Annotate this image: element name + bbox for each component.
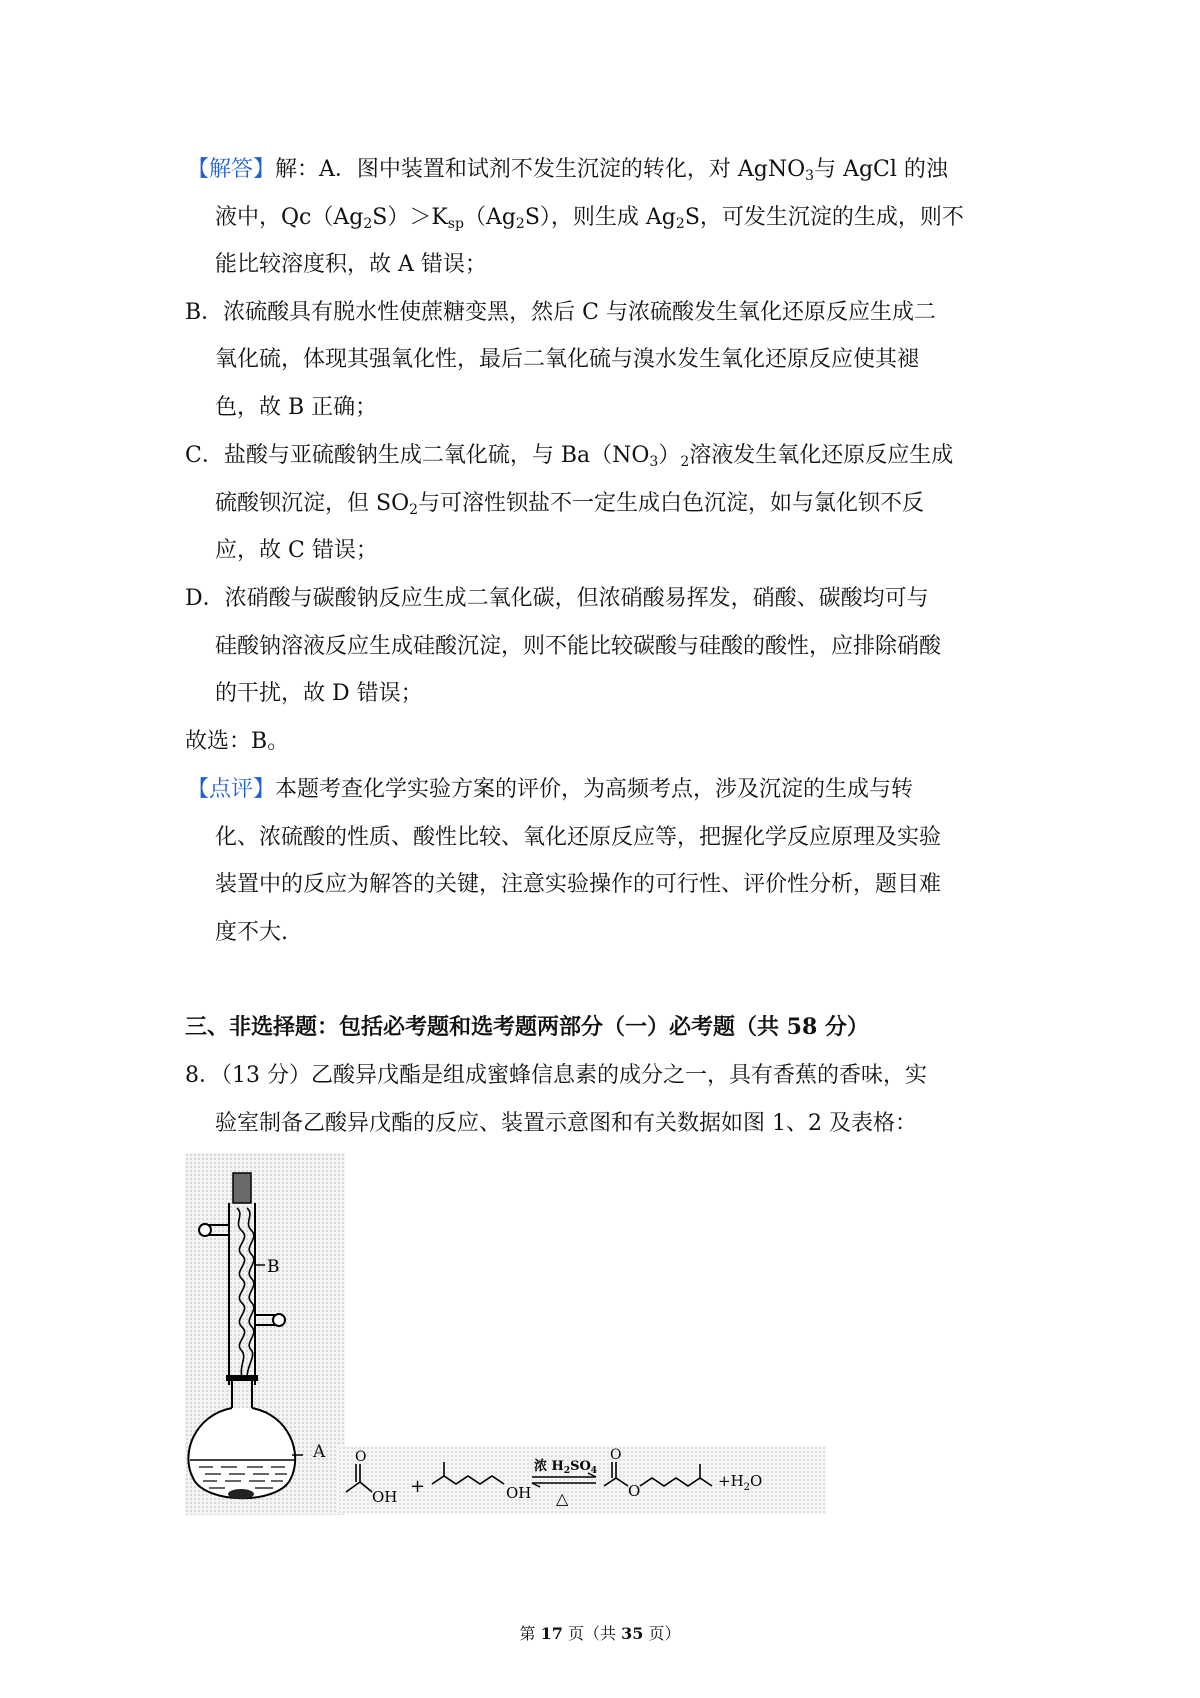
- answer-text: 溶液发生氧化还原反应生成: [689, 443, 954, 468]
- question-8-line-2: 验室制备乙酸异戊酯的反应、装置示意图和有关数据如图 1、2 及表格：: [215, 1111, 917, 1136]
- ester-carbonyl-o: O: [610, 1447, 622, 1463]
- ester-oxygen: O: [628, 1482, 641, 1500]
- subscript: 3: [649, 454, 659, 470]
- answer-text: 解：A．图中装置和试剂不发生沉淀的转化，对 AgNO: [275, 157, 806, 182]
- subscript: 2: [680, 454, 690, 470]
- subscript: 2: [409, 502, 419, 518]
- option-d-line-2: 硅酸钠溶液反应生成硅酸沉淀，则不能比较碳酸与硅酸的酸性，应排除硝酸: [215, 634, 942, 659]
- reaction-equation-drawing: [338, 1446, 826, 1514]
- water-outlet-nozzle: [199, 1224, 211, 1236]
- acetic-acid-carbonyl-o: O: [355, 1449, 367, 1465]
- subscript: 2: [363, 216, 373, 232]
- subscript: 2: [675, 216, 685, 232]
- comment-tag: 【点评】: [187, 777, 276, 802]
- plus-sign: +: [410, 1476, 426, 1497]
- stopper: [233, 1173, 251, 1203]
- option-b-line-2: 氧化硫，体现其强氧化性，最后二氧化硫与溴水发生氧化还原反应使其褪: [215, 347, 920, 372]
- condition-heat: △: [556, 1489, 569, 1508]
- isoamyl-acetate-structure: [604, 1462, 712, 1486]
- round-bottom-flask: [188, 1408, 295, 1498]
- boiling-chips: [228, 1489, 254, 1499]
- inner-tube-left: [237, 1208, 245, 1378]
- isoamyl-alcohol-structure: [432, 1462, 504, 1484]
- comment-line-1: [187, 775, 913, 805]
- comment-line-4: 度不大.: [215, 920, 288, 945]
- footer-text: 页（共: [562, 1624, 622, 1643]
- answer-text: S），则生成 Ag: [524, 205, 676, 230]
- option-d-line-1: D．浓硝酸与碳酸钠反应生成二氧化碳，但浓硝酸易挥发，硝酸、碳酸均可与: [185, 586, 929, 611]
- total-page-count: 35: [621, 1624, 644, 1643]
- answer-text: 与可溶性钡盐不一定生成白色沉淀，如与氯化钡不反: [418, 491, 925, 516]
- ground-glass-joint: [226, 1375, 258, 1381]
- reaction-equation: [338, 1446, 826, 1514]
- answer-text: S，可发生沉淀的生成，则不: [684, 205, 964, 230]
- condition-catalyst: 浓 $H_2SO_4$: [534, 1459, 598, 1476]
- answer-text: 硫酸钡沉淀，但 SO: [215, 491, 410, 516]
- section-heading: 三、非选择题：包括必考题和选考题两部分（一）必考题（共 58 分）: [185, 1014, 869, 1040]
- subscript: sp: [447, 216, 464, 232]
- answer-text: ）: [658, 443, 681, 468]
- label-a: A: [313, 1442, 326, 1462]
- isoamyl-alcohol-oh: OH: [506, 1484, 532, 1502]
- question-8-line-1: 8．（13 分）乙酸异戊酯是组成蜜蜂信息素的成分之一，具有香蕉的香味，实: [185, 1063, 927, 1088]
- acetic-acid-structure: [346, 1464, 372, 1492]
- answer-text: S）＞K: [372, 205, 448, 230]
- water-product: $+H_2O$: [718, 1472, 763, 1493]
- comment-line-3: 装置中的反应为解答的关键，注意实验操作的可行性、评价性分析，题目难: [215, 872, 942, 897]
- option-c-line-3: 应，故 C 错误；: [215, 538, 378, 563]
- comment-line-2: 化、浓硫酸的性质、酸性比较、氧化还原反应等，把握化学反应原理及实验: [215, 825, 942, 850]
- option-b-line-3: 色，故 B 正确；: [215, 395, 378, 420]
- answer-text: C．盐酸与亚硫酸钠生成二氧化硫，与 Ba（NO: [185, 443, 650, 468]
- answer-text: （Ag: [463, 205, 516, 230]
- acetic-acid-oh: OH: [372, 1488, 398, 1506]
- subscript: 2: [515, 216, 525, 232]
- answer-text: 液中，Qc（Ag: [215, 205, 364, 230]
- page-footer: [0, 1624, 1200, 1644]
- option-c-line-2: [215, 489, 924, 519]
- footer-text: 第: [519, 1624, 541, 1643]
- answer-choice: 故选：B。: [185, 729, 290, 754]
- water-inlet-nozzle: [273, 1314, 285, 1326]
- option-b-line-1: B．浓硫酸具有脱水性使蔗糖变黑，然后 C 与浓硫酸发生氧化还原反应生成二: [185, 300, 936, 325]
- subscript: 3: [805, 168, 815, 184]
- answer-line-3: 能比较溶度积，故 A 错误；: [215, 252, 487, 277]
- answer-line-2: [215, 203, 964, 233]
- option-c-line-1: [185, 441, 953, 471]
- inner-tube-right: [247, 1208, 254, 1378]
- option-d-line-3: 的干扰，故 D 错误；: [215, 681, 423, 706]
- label-b: B: [267, 1257, 280, 1277]
- answer-text: 与 AgCl 的浊: [814, 157, 948, 182]
- footer-text: 页）: [643, 1624, 681, 1643]
- current-page-number: 17: [540, 1624, 563, 1643]
- answer-tag: 【解答】: [187, 157, 276, 182]
- comment-text: 本题考查化学实验方案的评价，为高频考点，涉及沉淀的生成与转: [275, 777, 914, 802]
- answer-line-1: [187, 155, 948, 185]
